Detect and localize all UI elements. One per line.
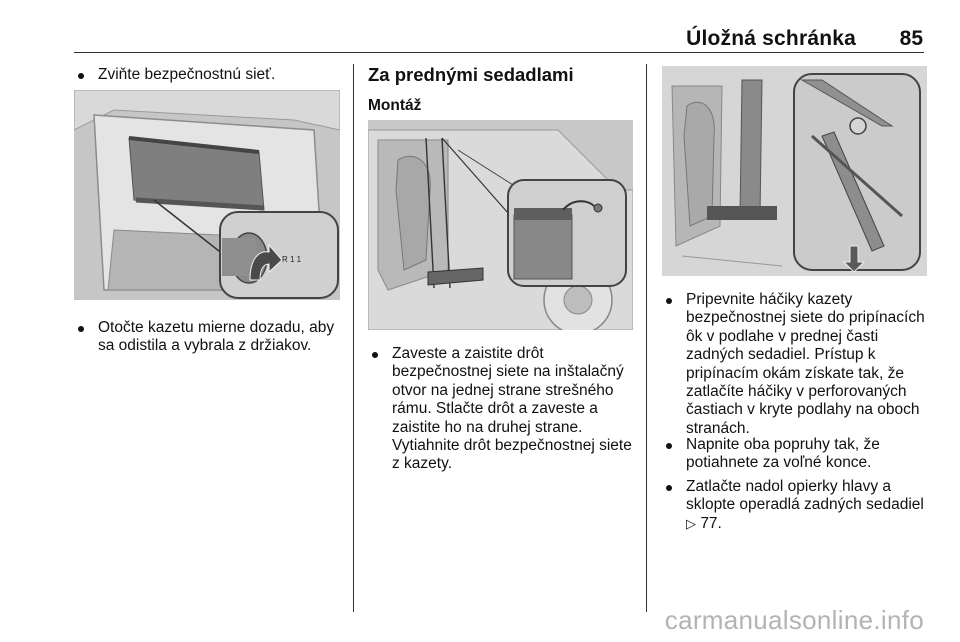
bullet-dot	[666, 298, 672, 304]
bullet-item	[368, 345, 640, 474]
figure-net-roof-installation	[368, 120, 633, 330]
figure-net-floor-hooks	[662, 66, 927, 276]
page-section-title: Úložná schránka	[686, 27, 856, 50]
page-reference-link[interactable]: 77.	[700, 514, 722, 532]
bullet-item	[662, 291, 934, 438]
bullet-item	[662, 436, 934, 473]
bullet-text: Pripevnite háčiky kazety bezpečnostnej siete do pripínacích ôk v podlahe v prednej časti zadných sedadiel. Prístup k pripínacím okám získate tak, že zatlačíte háčiky v perforovaných častiach v kryte podlahy na oboch stranách.	[686, 291, 925, 437]
bullet-text-body: Zatlačte nadol opierky hlavy a sklopte operadlá zadných sedadiel	[686, 478, 924, 514]
bullet-text: Zviňte bezpečnostnú sieť.	[98, 66, 276, 83]
bullet-dot	[666, 485, 672, 491]
subsection-heading: Montáž	[368, 97, 422, 114]
bullet-item	[74, 66, 344, 84]
bullet-text: Napnite oba popruhy tak, že potiahnete za voľné konce.	[686, 436, 880, 472]
bullet-text	[686, 478, 934, 534]
header-rule	[74, 52, 924, 53]
bullet-dot	[78, 326, 84, 332]
watermark: carmanualsonline.info	[664, 605, 924, 635]
bullet-text: Zaveste a zaistite drôt bezpečnostnej siete na inštalačný otvor na jednej strane strešného rámu. Stlačte drôt a zaveste a zaistite ho na druhej strane. Vytiahnite drôt bezpečnostnej siete z kazety.	[392, 345, 632, 473]
bullet-text: Otočte kazetu mierne dozadu, aby sa odistila a vybrala z držiakov.	[98, 319, 335, 355]
bullet-dot	[372, 352, 378, 358]
page-reference-arrow-icon: ▷	[686, 516, 696, 532]
page-number: 85	[899, 27, 923, 50]
inset-label: R 1 1	[282, 255, 302, 264]
section-heading: Za prednými sedadlami	[368, 64, 574, 85]
bullet-item	[662, 478, 934, 534]
column-divider-1	[353, 64, 354, 612]
bullet-dot	[78, 73, 84, 79]
figure-cargo-cover-cassette	[74, 90, 340, 300]
bullet-item	[74, 319, 344, 356]
bullet-dot	[666, 443, 672, 449]
column-divider-2	[646, 64, 647, 612]
